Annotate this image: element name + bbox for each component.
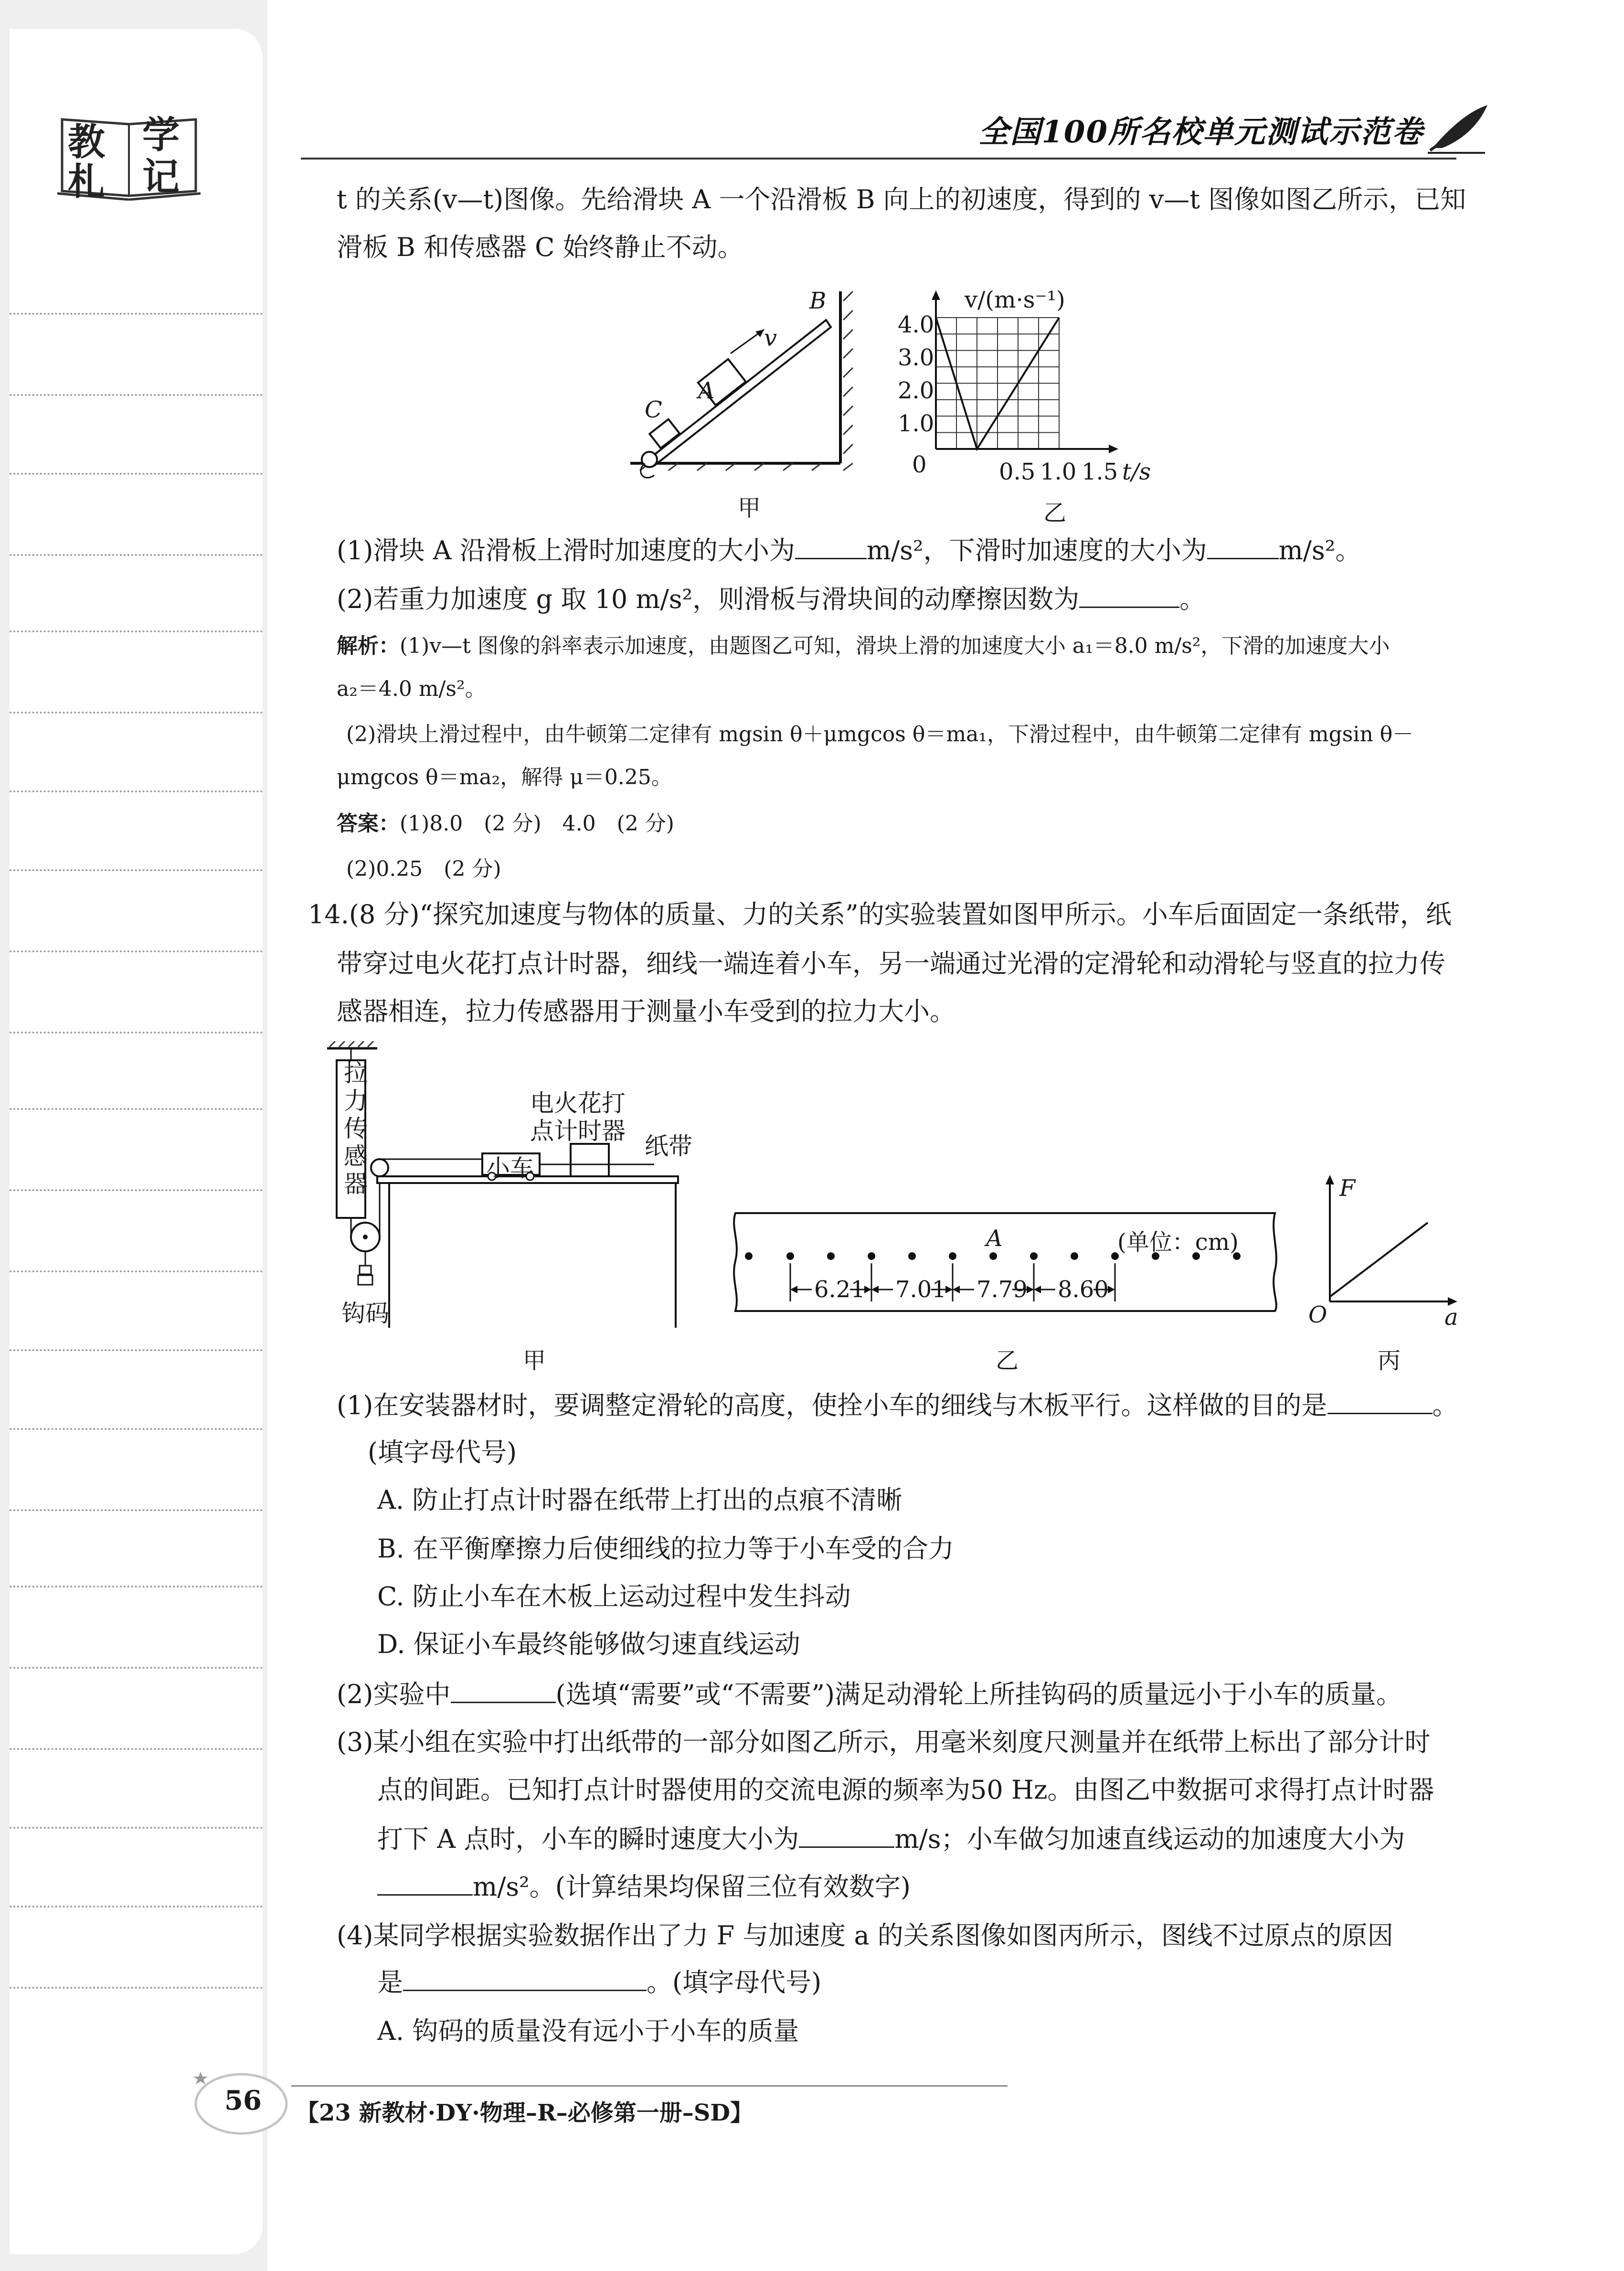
note-line xyxy=(10,1428,263,1430)
q13-answer-2: (2)0.25 (2 分) xyxy=(346,857,501,881)
q13-analysis-2: a₂＝4.0 m/s²。 xyxy=(337,677,486,701)
page-number: 56 xyxy=(224,2085,262,2116)
tape-label: 纸带 xyxy=(645,1132,692,1160)
vt-ytick: 4.0 xyxy=(898,311,934,338)
q14-part3-3: 打下 A 点时，小车的瞬时速度大小为 m/s；小车做匀加速直线运动的加速度大小为 xyxy=(377,1824,1405,1854)
header-rule xyxy=(301,158,1456,160)
answer-blank[interactable] xyxy=(403,1967,647,1991)
q14-part3-1: (3)某小组在实验中打出纸带的一部分如图乙所示，用毫米刻度尺测量并在纸带上标出了部分计时 xyxy=(337,1727,1431,1757)
note-line xyxy=(10,473,263,475)
tape-d1: 6.21 xyxy=(814,1276,865,1303)
cart-label: 小车 xyxy=(486,1154,534,1182)
note-line xyxy=(10,790,263,792)
q14-option-A: A. 防止打点计时器在纸带上打出的点痕不清晰 xyxy=(377,1485,902,1515)
vt-ytick: 1.0 xyxy=(898,410,934,437)
vt-xtick: 1.5 xyxy=(1082,458,1118,485)
vt-ytick: 3.0 xyxy=(898,344,934,371)
tape-d4: 8.60 xyxy=(1058,1276,1109,1303)
q14-part3-2: 点的间距。已知打点计时器使用的交流电源的频率为50 Hz。由图乙中数据可求得打点计时器 xyxy=(377,1775,1434,1805)
label-C: C xyxy=(645,396,662,423)
apparatus-figure xyxy=(320,1041,702,1337)
q14-stem-1: 14.(8 分)“探究加速度与物体的质量、力的关系”的实验装置如图甲所示。小车后面固定一条纸带，纸 xyxy=(308,899,1452,929)
q14-part1-note: (填字母代号) xyxy=(368,1437,517,1467)
analysis-label: 解析： xyxy=(337,634,400,658)
note-line xyxy=(10,1032,263,1034)
note-line xyxy=(10,313,263,315)
q14-part4-2: 是 。(填字母代号) xyxy=(377,1967,822,1997)
tape-point-A: A xyxy=(986,1225,1003,1252)
answer-blank[interactable] xyxy=(799,1823,894,1848)
q14-option-D: D. 保证小车最终能够做匀速直线运动 xyxy=(377,1629,800,1659)
q14-option-C: C. 防止小车在木板上运动过程中发生抖动 xyxy=(377,1581,851,1611)
fa-graph xyxy=(1308,1170,1471,1333)
book-code: 【23 新教材·DY·物理–R–必修第一册–SD】 xyxy=(296,2100,754,2126)
label-v: v xyxy=(764,325,777,352)
footer-rule xyxy=(291,2085,1008,2087)
answer-blank[interactable] xyxy=(377,1871,473,1896)
q14-part4-1: (4)某同学根据实验数据作出了力 F 与加速度 a 的关系图像如图丙所示，图线不过原点的原因 xyxy=(337,1920,1393,1951)
q14-part1: (1)在安装器材时，要调整定滑轮的高度，使拴小车的细线与木板平行。这样做的目的是 。 xyxy=(337,1390,1458,1420)
note-line xyxy=(10,1827,263,1829)
timer-label-1: 电火花打 xyxy=(530,1089,626,1117)
note-line xyxy=(10,1667,263,1669)
label-B: B xyxy=(809,288,827,314)
note-line xyxy=(10,712,263,714)
note-line xyxy=(10,1349,263,1351)
note-line xyxy=(10,1509,263,1511)
vt-ytick: 2.0 xyxy=(898,377,934,404)
vt-xtick: 0.5 xyxy=(999,458,1036,485)
note-line xyxy=(10,394,263,396)
caption-jia: 甲 xyxy=(738,495,761,522)
notes-logo xyxy=(57,110,201,201)
note-line xyxy=(10,1189,263,1191)
intro-line-2: 滑板 B 和传感器 C 始终静止不动。 xyxy=(337,232,743,262)
label-A: A xyxy=(698,377,715,404)
fa-F-label: F xyxy=(1339,1175,1356,1202)
vt-graph xyxy=(888,282,1184,492)
q14-stem-3: 感器相连，拉力传感器用于测量小车受到的拉力大小。 xyxy=(337,996,955,1026)
q13-part1: (1)滑块 A 沿滑板上滑时加速度的大小为 m/s²，下滑时加速度的大小为 m/s²。 xyxy=(337,535,1361,565)
q14-part4-option-A: A. 钩码的质量没有远小于小车的质量 xyxy=(377,2016,799,2046)
logo-char: 学 xyxy=(142,113,180,157)
q13-answer-1: 答案：(1)8.0 (2 分) 4.0 (2 分) xyxy=(337,811,674,836)
caption-yi-14: 乙 xyxy=(996,1347,1019,1374)
tape-d3: 7.79 xyxy=(977,1276,1028,1303)
answer-blank[interactable] xyxy=(451,1679,556,1703)
q13-analysis-3: (2)滑块上滑过程中，由牛顿第二定律有 mgsin θ＋μmgcos θ＝ma₁，下滑过程中，由牛顿第二定律有 mgsin θ－ xyxy=(346,722,1414,746)
tape-unit: (单位：cm) xyxy=(1117,1229,1239,1256)
incline-figure xyxy=(621,282,860,482)
note-line xyxy=(10,950,263,952)
answer-blank[interactable] xyxy=(1327,1390,1433,1414)
fa-origin: O xyxy=(1308,1301,1327,1328)
caption-yi: 乙 xyxy=(1043,500,1067,526)
vt-xlabel: t/s xyxy=(1122,458,1151,485)
caption-jia-14: 甲 xyxy=(523,1347,546,1374)
tape-d2: 7.01 xyxy=(895,1276,946,1303)
answer-blank[interactable] xyxy=(795,535,867,559)
vt-origin: 0 xyxy=(912,451,927,478)
note-line xyxy=(10,1270,263,1272)
logo-char: 札 xyxy=(68,160,106,203)
q13-part2: (2)若重力加速度 g 取 10 m/s²，则滑板与滑块间的动摩擦因数为 。 xyxy=(337,584,1206,614)
note-line xyxy=(10,630,263,632)
note-line xyxy=(10,1108,263,1110)
page-badge xyxy=(186,2063,296,2140)
tape-figure xyxy=(726,1204,1289,1318)
x-axis-arrow xyxy=(1109,445,1118,453)
fa-a-label: a xyxy=(1444,1304,1458,1331)
q14-part2: (2)实验中 (选填“需要”或“不需要”)满足动滑轮上所挂钩码的质量远小于小车的质量。 xyxy=(337,1679,1402,1709)
caption-bing: 丙 xyxy=(1378,1347,1401,1374)
weight-label: 钩码 xyxy=(341,1300,389,1327)
vt-ylabel: v/(m·s⁻¹) xyxy=(965,287,1065,313)
note-line xyxy=(10,554,263,556)
q13-analysis-1: 解析：(1)v—t 图像的斜率表示加速度，由题图乙可知，滑块上滑的加速度大小 a₁＝8.0 m/s²，下滑的加速度大小 xyxy=(337,634,1390,658)
note-line xyxy=(10,1748,263,1750)
logo-char: 教 xyxy=(68,120,106,164)
note-line xyxy=(10,1586,263,1588)
notes-card xyxy=(10,29,263,2254)
q13-analysis-4: μmgcos θ＝ma₂，解得 μ＝0.25。 xyxy=(337,765,672,789)
y-axis-arrow xyxy=(932,290,940,300)
timer-label-2: 点计时器 xyxy=(530,1117,626,1145)
note-line xyxy=(10,1906,263,1908)
note-line xyxy=(10,1987,263,1989)
answer-label: 答案： xyxy=(337,811,400,836)
series-title: 全国100所名校单元测试示范卷 xyxy=(978,114,1423,150)
q14-stem-2: 带穿过电火花打点计时器，细线一端连着小车，另一端通过光滑的定滑轮和动滑轮与竖直的拉力传 xyxy=(337,949,1445,979)
answer-blank[interactable] xyxy=(1079,584,1179,608)
sensor-label: 拉力传感器 xyxy=(344,1059,368,1198)
q14-option-B: B. 在平衡摩擦力后使细线的拉力等于小车受的合力 xyxy=(377,1534,955,1564)
quill-icon xyxy=(1428,103,1490,157)
intro-line-1: t 的关系(v—t)图像。先给滑块 A 一个沿滑板 B 向上的初速度，得到的 v—t 图像如图乙所示，已知 xyxy=(337,184,1466,214)
answer-blank[interactable] xyxy=(1207,535,1279,559)
logo-char: 记 xyxy=(142,155,180,199)
q14-part3-4: m/s²。(计算结果均保留三位有效数字) xyxy=(377,1871,911,1903)
vt-xtick: 1.0 xyxy=(1040,458,1077,485)
note-line xyxy=(10,869,263,871)
